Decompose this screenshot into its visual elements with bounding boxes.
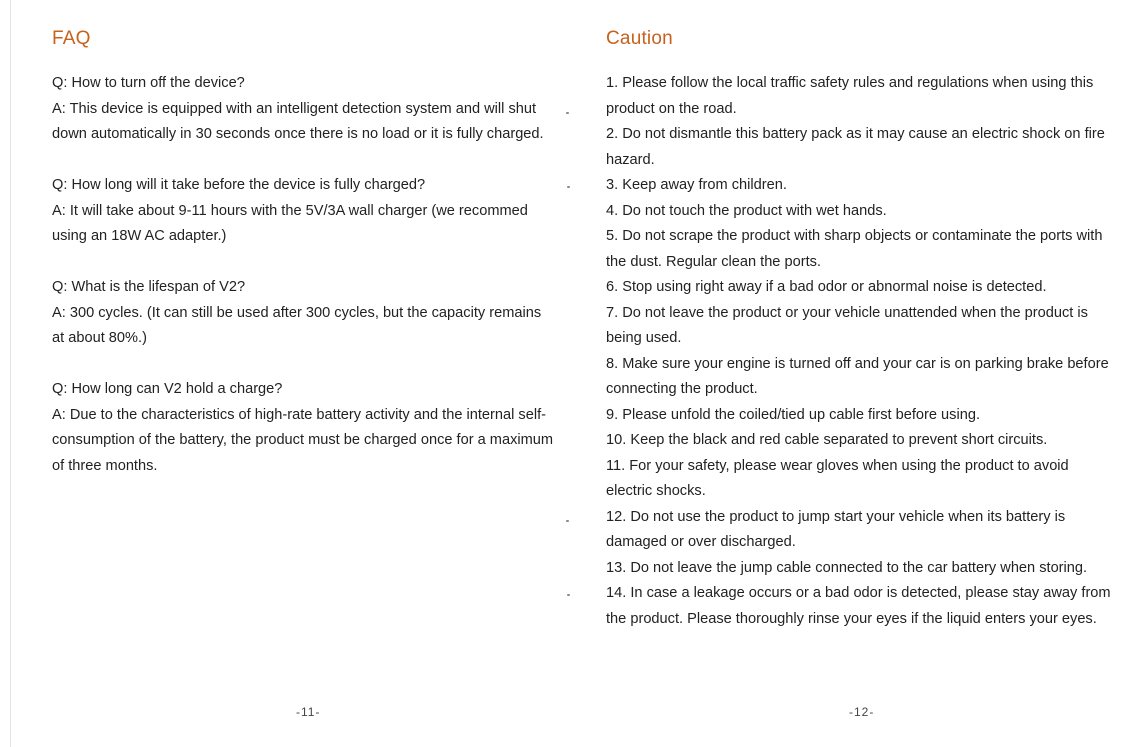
caution-item: 8. Make sure your engine is turned off and your car is on parking brake before connecting the product. <box>606 355 1109 397</box>
faq-item <box>52 71 557 148</box>
faq-answer: A: Due to the characteristics of high-rate battery activity and the internal self-consumption of the battery, the product must be charged once for a maximum of three months. <box>52 406 554 474</box>
page-number: -11- <box>296 705 321 719</box>
caution-item: 12. Do not use the product to jump start your vehicle when its battery is damaged or over discharged. <box>606 508 1066 550</box>
scan-speck <box>567 186 570 188</box>
faq-question: Q: How long can V2 hold a charge? <box>52 381 283 397</box>
caution-heading: Caution <box>606 28 673 49</box>
caution-item: 13. Do not leave the jump cable connected to the car battery when storing. <box>606 559 1088 576</box>
faq-item <box>52 275 557 352</box>
right-page <box>572 0 1144 747</box>
caution-item: 7. Do not leave the product or your vehicle unattended when the product is being used. <box>606 304 1088 346</box>
caution-item: 5. Do not scrape the product with sharp objects or contaminate the ports with the dust. Regular clean the ports. <box>606 228 1103 270</box>
caution-item: 9. Please unfold the coiled/tied up cable first before using. <box>606 406 981 423</box>
faq-list <box>52 71 557 505</box>
faq-question: Q: How long will it take before the device is fully charged? <box>52 177 426 193</box>
faq-answer: A: This device is equipped with an intelligent detection system and will shut down automatically in 30 seconds once there is no load or it is fully charged. <box>52 100 544 142</box>
faq-answer: A: It will take about 9-11 hours with the 5V/3A wall charger (we recommed using an 18W AC adapter.) <box>52 202 528 244</box>
caution-item: 3. Keep away from children. <box>606 177 787 193</box>
faq-question: Q: What is the lifespan of V2? <box>52 279 246 295</box>
caution-item: 10. Keep the black and red cable separated to prevent short circuits. <box>606 432 1048 448</box>
caution-item: 6. Stop using right away if a bad odor or abnormal noise is detected. <box>606 279 1047 295</box>
scan-speck <box>566 520 569 522</box>
faq-item <box>52 173 557 250</box>
caution-item: 11. For your safety, please wear gloves when using the product to avoid electric shocks. <box>606 457 1069 499</box>
caution-block <box>606 71 1111 632</box>
page-edge-line <box>10 0 11 747</box>
caution-item: 4. Do not touch the product with wet hands. <box>606 202 887 219</box>
caution-item: 1. Please follow the local traffic safety rules and regulations when using this product on the road. <box>606 75 1094 117</box>
faq-question: Q: How to turn off the device? <box>52 75 245 91</box>
caution-list <box>606 71 1111 632</box>
scan-speck <box>567 594 570 596</box>
caution-item: 2. Do not dismantle this battery pack as it may cause an electric shock on fire hazard. <box>606 126 1105 168</box>
caution-item: 14. In case a leakage occurs or a bad odor is detected, please stay away from the product. Please thoroughly rinse your eyes if the liquid enters your eyes. <box>606 585 1111 627</box>
faq-heading: FAQ <box>52 28 91 49</box>
faq-item <box>52 377 557 479</box>
page-number: -12- <box>849 705 875 719</box>
scan-speck <box>566 112 569 114</box>
faq-answer: A: 300 cycles. (It can still be used after 300 cycles, but the capacity remains at about 80%.) <box>52 304 542 346</box>
